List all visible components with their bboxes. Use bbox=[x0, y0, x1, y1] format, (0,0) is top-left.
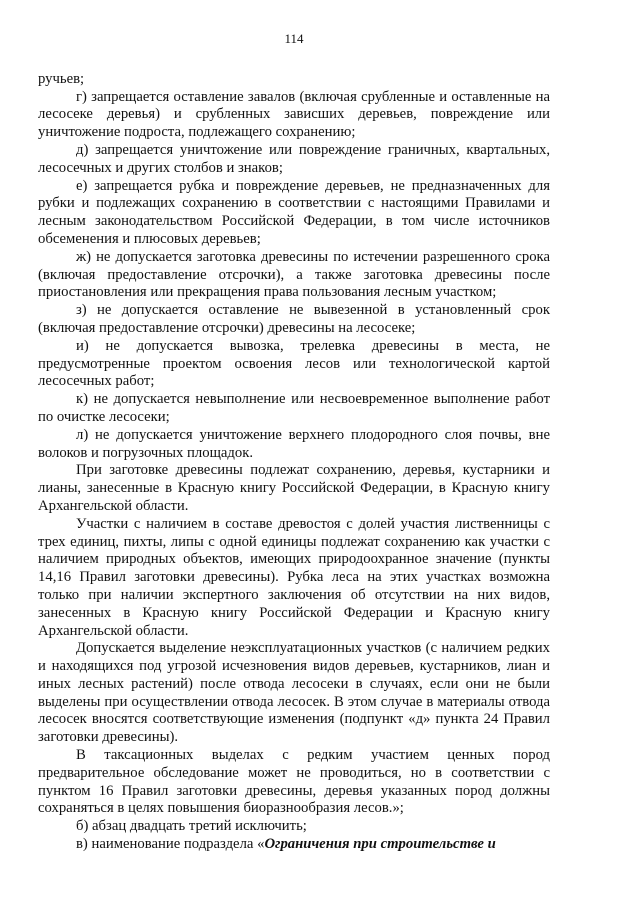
paragraph-last bbox=[38, 836, 550, 854]
paragraph-prefix: в) наименование подраздела « bbox=[76, 836, 265, 853]
document-page bbox=[38, 30, 550, 854]
paragraph: В таксационных выделах с редким участием ценных пород предварительное обследование может не проводиться, но в соответствии с пунктом 16 Правил заготовки древесины, деревья указанных пород должны сохраняться в целях повышения биоразнообразия лесов.»; bbox=[38, 747, 550, 817]
paragraph: ж) не допускается заготовка древесины по истечении разрешенного срока (включая предоставление отсрочки), а также заготовка древесины после приостановления или прекращения права пользования лесным участком; bbox=[38, 248, 550, 301]
paragraph: и) не допускается вывозка, трелевка древесины в места, не предусмотренные проектом освоения лесов или технологической картой лесосечных работ; bbox=[38, 337, 550, 390]
page-number: 114 bbox=[284, 31, 304, 46]
paragraph: Допускается выделение неэксплуатационных участков (с наличием редких и находящихся под угрозой исчезновения видов деревьев, кустарников, лиан и иных лесных растений) после отвода лесосеки в случаях, если они не были выделены при осуществлении отвода лесосек. В этом случае в материалы отвода лесосек вносятся соответствующие изменения (подпункт «д» пункта 24 Правил заготовки древесины). bbox=[38, 640, 550, 746]
paragraph: д) запрещается уничтожение или повреждение граничных, квартальных, лесосечных и других столбов и знаков; bbox=[38, 141, 550, 176]
paragraph: е) запрещается рубка и повреждение деревьев, не предназначенных для рубки и подлежащих сохранению в соответствии с настоящими Правилами и лесным законодательством Российской Федерации, в том числе источников обсеменения и плюсовых деревьев; bbox=[38, 177, 550, 247]
paragraph: б) абзац двадцать третий исключить; bbox=[76, 818, 307, 835]
paragraph: г) запрещается оставление завалов (включая срубленные и оставленные на лесосеке деревья) и срубленных зависших деревьев, повреждение или уничтожение подроста, подлежащего сохранению; bbox=[38, 88, 550, 141]
paragraph: ручьев; bbox=[38, 70, 85, 87]
paragraph: л) не допускается уничтожение верхнего плодородного слоя почвы, вне волоков и погрузочных площадок. bbox=[38, 426, 550, 461]
paragraph: з) не допускается оставление не вывезенной в установленный срок (включая предоставление отсрочки) древесины на лесосеке; bbox=[38, 302, 550, 336]
paragraph: Участки с наличием в составе древостоя с долей участия лиственницы с трех единиц, пихты, липы с одной единицы подлежат сохранению как участки с наличием природных объектов, имеющих природоохранное значение (пункты 14,16 Правил заготовки древесины). Рубка леса на этих участках возможна только при наличии экспертного заключения об отсутствии на них видов, занесенных в Красную книгу Российской Федерации и Красную книгу Архангельской области. bbox=[38, 515, 550, 639]
paragraph: к) не допускается невыполнение или несвоевременное выполнение работ по очистке лесосеки; bbox=[38, 391, 550, 425]
paragraph: При заготовке древесины подлежат сохранению, деревья, кустарники и лианы, занесенные в Красную книгу Российской Федерации, в Красную книгу Архангельской области. bbox=[38, 462, 550, 514]
subsection-title-emphasis: Ограничения при строительстве и bbox=[264, 836, 496, 853]
